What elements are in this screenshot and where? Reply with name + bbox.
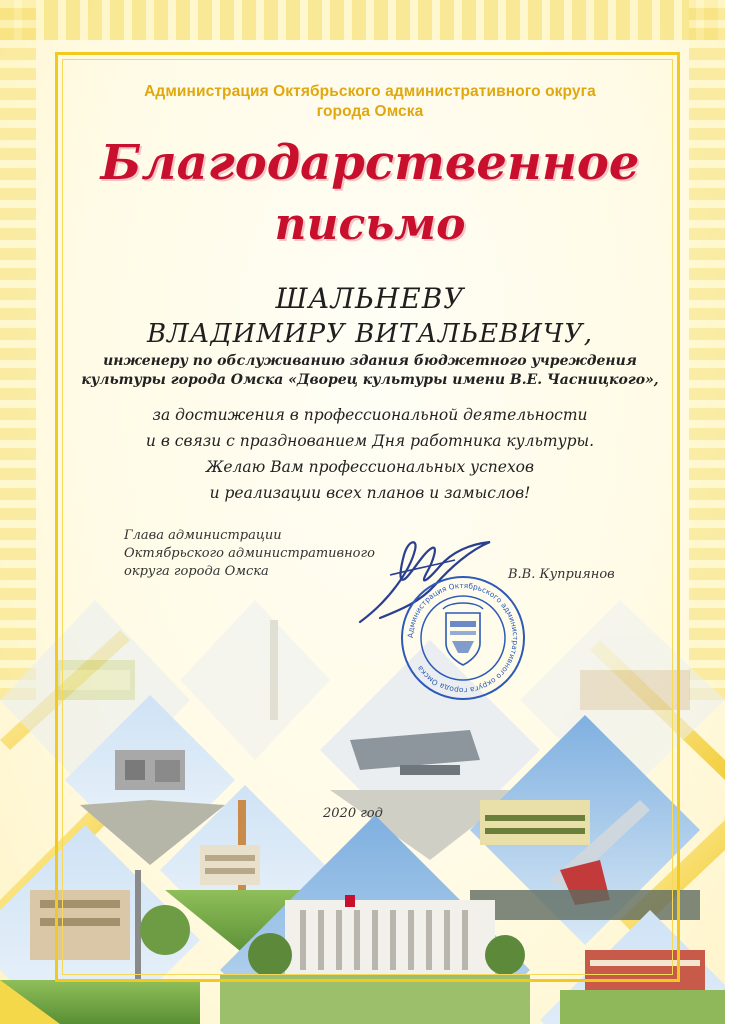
signatory-title: Глава администрации: [124, 528, 282, 543]
signatory-name: В.В. Куприянов: [508, 567, 615, 582]
body-text-line: за достижения в профессиональной деятельности: [152, 406, 588, 424]
body-text-line: и реализации всех планов и замыслов!: [209, 484, 531, 502]
organization-city-line: города Омска: [316, 103, 424, 120]
recipient-position: инженеру по обслуживанию здания бюджетного учреждения: [103, 353, 637, 369]
body-text-line: Желаю Вам профессиональных успехов: [205, 458, 535, 476]
page-margin: [725, 0, 745, 1024]
document-title: Благодарственное: [100, 135, 640, 191]
organization-header: [60, 82, 680, 122]
recipient-workplace: культуры города Омска «Дворец культуры имени В.Е. Часницкого»,: [81, 372, 659, 388]
right-ornament: [689, 0, 725, 700]
document-title-second-line: письмо: [274, 199, 466, 250]
top-ornament: [0, 0, 745, 40]
svg-text:Администрация Октябрьского адм: [406, 581, 520, 695]
signatory-title: округа города Омска: [124, 564, 269, 579]
left-ornament: [0, 0, 36, 700]
issue-year: 2020 год: [323, 806, 383, 821]
organization-line: Администрация Октябрьского административного округа: [144, 83, 596, 100]
official-stamp: [398, 573, 528, 703]
body-text-line: и в связи с празднованием Дня работника культуры.: [145, 432, 595, 450]
signatory-title: Октябрьского административного: [124, 546, 375, 561]
stamp-ring-text: Администрация Октябрьского административного округа города Омска: [405, 580, 521, 696]
inner-frame: [62, 59, 673, 975]
recipient-name: ВЛАДИМИРУ ВИТАЛЬЕВИЧУ,: [146, 319, 594, 349]
recipient-surname: ШАЛЬНЕВУ: [275, 282, 465, 315]
